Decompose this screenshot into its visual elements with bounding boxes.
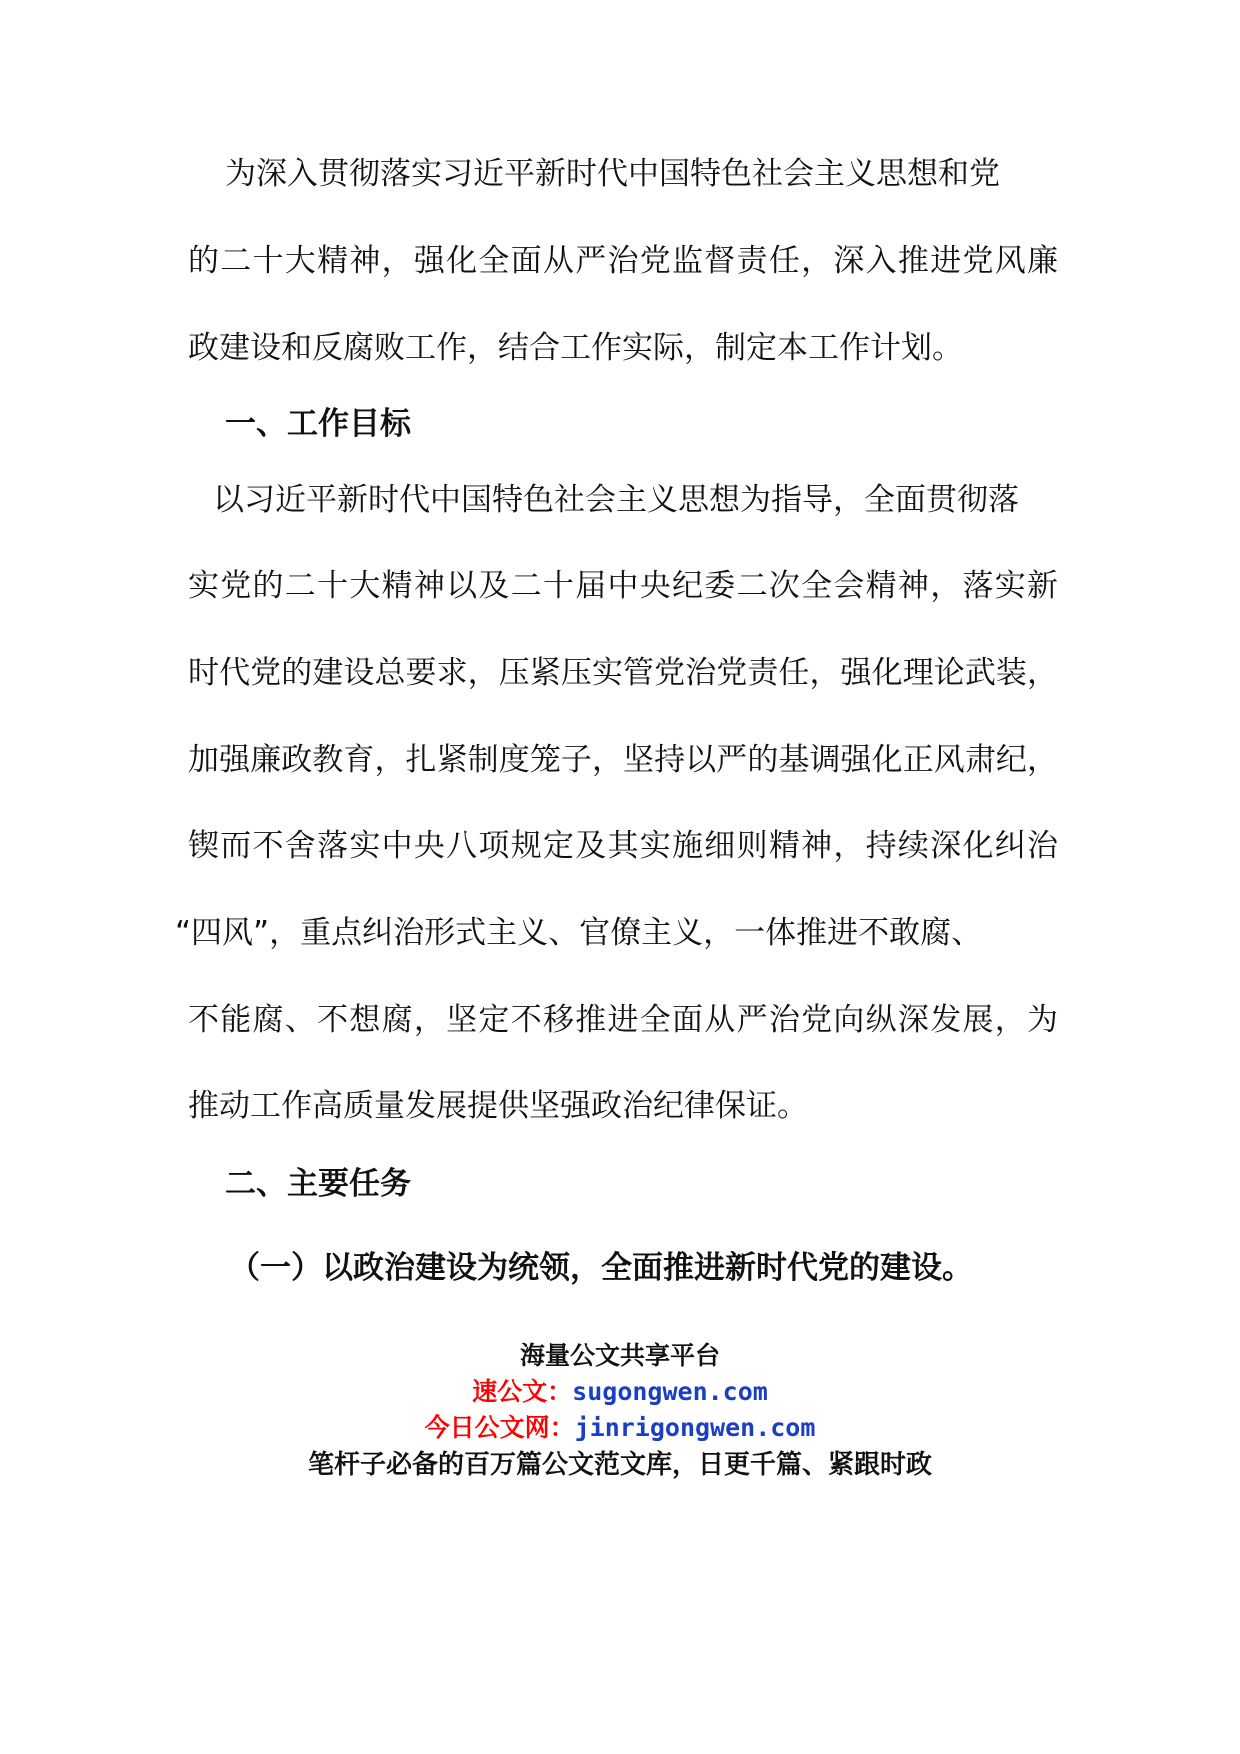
section-heading-tasks: 二、主要任务 bbox=[225, 1166, 411, 1202]
footer-sugongwen-label: 速公文： bbox=[472, 1377, 573, 1406]
goals-line-7: 不能腐、不想腐，坚定不移推进全面从严治党向纵深发展，为 bbox=[188, 1002, 1058, 1038]
intro-line-2: 的二十大精神，强化全面从严治党监督责任，深入推进党风廉 bbox=[188, 243, 1058, 279]
goals-line-1: 以习近平新时代中国特色社会主义思想为指导，全面贯彻落 bbox=[213, 482, 1019, 518]
goals-line-2: 实党的二十大精神以及二十届中央纪委二次全会精神，落实新 bbox=[188, 568, 1058, 604]
footer-sugongwen bbox=[0, 1376, 1240, 1408]
footer-jinrigongwen-link[interactable]: jinrigongwen.com bbox=[574, 1413, 816, 1442]
intro-line-3: 政建设和反腐败工作，结合工作实际，制定本工作计划。 bbox=[188, 330, 963, 366]
section-heading-goals: 一、工作目标 bbox=[225, 406, 411, 442]
footer-tagline: 笔杆子必备的百万篇公文范文库，日更千篇、紧跟时政 bbox=[307, 1450, 932, 1480]
footer-jinrigongwen bbox=[0, 1412, 1240, 1444]
footer-jinrigongwen-label: 今日公文网： bbox=[424, 1413, 575, 1442]
goals-line-8: 推动工作高质量发展提供坚强政治纪律保证。 bbox=[188, 1088, 808, 1124]
goals-line-6: “四风”，重点纠治形式主义、官僚主义，一体推进不敢腐、 bbox=[175, 915, 983, 951]
task-subheading-1: （一）以政治建设为统领，全面推进新时代党的建设。 bbox=[229, 1250, 973, 1286]
goals-line-4: 加强廉政教育，扎紧制度笼子，坚持以严的基调强化正风肃纪， bbox=[188, 742, 1058, 778]
footer-platform-title: 海量公文共享平台 bbox=[519, 1341, 720, 1370]
goals-line-5: 锲而不舍落实中央八项规定及其实施细则精神，持续深化纠治 bbox=[188, 828, 1058, 864]
goals-line-3: 时代党的建设总要求，压紧压实管党治党责任，强化理论武装， bbox=[188, 655, 1058, 691]
footer-sugongwen-link[interactable]: sugongwen.com bbox=[572, 1377, 768, 1406]
intro-line-1: 为深入贯彻落实习近平新时代中国特色社会主义思想和党 bbox=[225, 156, 1000, 192]
